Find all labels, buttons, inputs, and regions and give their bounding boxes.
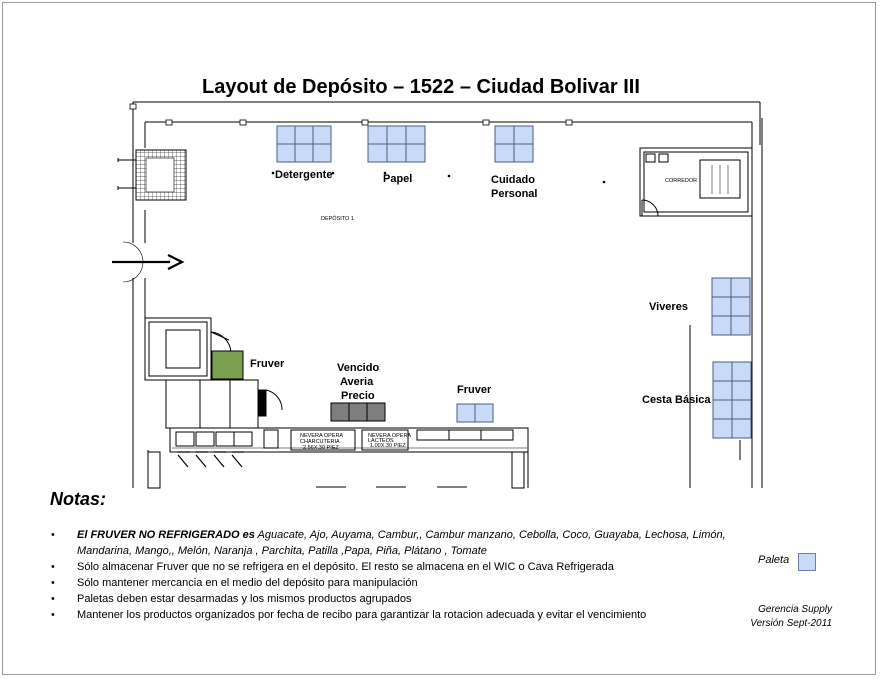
label-vencido-2: Averia (340, 376, 374, 388)
top-left-room (118, 150, 186, 200)
label-vencido-3: Precio (341, 390, 375, 402)
legend-pallet-swatch (798, 553, 816, 571)
page-title: Layout de Depósito – 1522 – Ciudad Bolivar III (202, 76, 640, 98)
label-cesta-basica: Cesta Básica (642, 394, 711, 406)
entry-arrow-icon (112, 242, 182, 282)
footer-line-2: Versión Sept-2011 (750, 618, 832, 629)
note-item-1-rest: Aguacate, Ajo, Auyama, Cambur,, Cambur manzano, Cebolla, Coco, Guayaba, Lechosa, Limón, Mandarina, Mango,, Melón, Naranja , Parchita, Patilla ,Papa, Piña, Plátano , Tomate (77, 529, 726, 557)
note-item: • Sólo almacenar Fruver que no se refrigera en el depósito. El resto se almacena en el WIC o Cava Refrigerada (50, 559, 780, 575)
label-nevera-3: 2.56X.30 PIEZ (303, 445, 339, 451)
footer (750, 603, 832, 631)
pallets-cuidado-personal (495, 126, 533, 162)
label-cuidado-2: Personal (491, 188, 538, 200)
label-nevera-b2: LACTEOS (368, 438, 394, 444)
label-nevera-b1: NEVERA OPERA (368, 433, 412, 439)
note-item (50, 527, 780, 559)
label-papel: Papel (383, 173, 413, 185)
label-corredor: CORREDOR (665, 178, 698, 184)
pallets-papel (368, 126, 425, 162)
notes-list (50, 527, 780, 623)
notes-heading: Notas: (50, 489, 107, 509)
label-vencido-1: Vencido (337, 362, 380, 374)
label-detergente: Detergente (275, 169, 333, 181)
note-item: • Paletas deben estar desarmadas y los mismos productos agrupados (50, 591, 780, 607)
label-viveres: Viveres (649, 301, 688, 313)
pallets-cesta-basica (713, 362, 751, 438)
note-item: • Sólo mantener mercancia en el medio del depósito para manipulación (50, 575, 780, 591)
note-item: • Mantener los productos organizados por fecha de recibo para garantizar la rotacion adecuada y evitar el vencimiento (50, 607, 780, 623)
vencido-pallets (331, 403, 385, 421)
label-cuidado-1: Cuidado (491, 174, 535, 186)
label-nevera-2: CHARCUTERIA (300, 439, 340, 445)
pallets-detergente (277, 126, 331, 162)
label-fruver-left: Fruver (250, 358, 285, 370)
note-item-1-bold: El FRUVER NO REFRIGERADO es (77, 529, 255, 541)
label-nevera-b3: 1.00X.30 PIEZ (370, 443, 406, 449)
label-nevera-1: NEVERA OPERA (300, 433, 344, 439)
label-deposito: DEPÓSITO 1 (321, 216, 354, 222)
label-fruver-right: Fruver (457, 384, 492, 396)
footer-line-1: Gerencia Supply (758, 604, 832, 615)
legend-label: Paleta (758, 554, 790, 566)
pallets-viveres (712, 278, 750, 335)
hand-trucks (178, 452, 244, 467)
pallets-fruver (457, 404, 493, 422)
fruver-green-area (212, 351, 243, 379)
